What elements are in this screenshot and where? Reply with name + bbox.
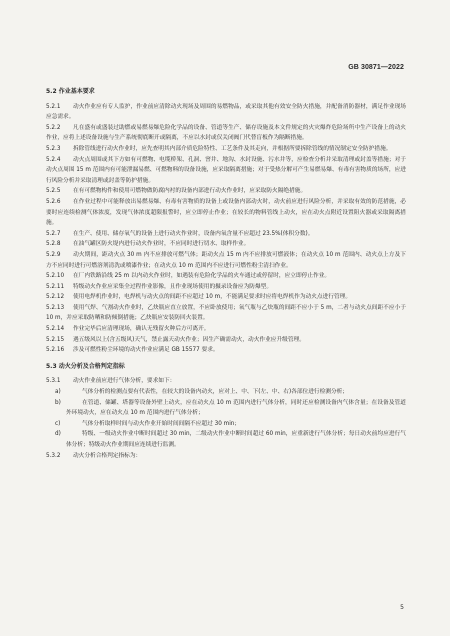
clause-number: 5.3.2 xyxy=(46,452,61,459)
clause xyxy=(46,303,406,324)
clause xyxy=(46,229,406,240)
clause-text: 动火期间，距动火点 30 m 内不应排放可燃气体；距动火点 15 m 内不应排放可燃液体；在动火点 10 m 范围内、动火点上方及下方不应同时进行可燃溶剂清洗或喷漆作业；在动火点 10 m 范围内不应进行可燃性粉尘清扫作业。 xyxy=(46,251,406,269)
clause-number: 5.2.6 xyxy=(46,198,61,205)
clause-number: 5.2.8 xyxy=(46,241,61,248)
clause-text: 作业完毕后应清理现场，确认无残留火种后方可离开。 xyxy=(73,326,210,333)
clause-number: 5.2.15 xyxy=(46,336,65,343)
clause-text: 遇五级风以上(含五级风)天气，禁止露天动火作业；因生产确需动火，动火作业应升级管理。 xyxy=(73,336,305,343)
clause-text: 在有可燃物构件和使用可燃物做防腐内衬的设备内部进行动火作业时，应采取防火隔绝措施。 xyxy=(73,188,307,195)
clause xyxy=(46,324,406,335)
clause-number: 5.3.1 xyxy=(46,378,61,385)
section-heading: 5.2 作业基本要求 xyxy=(46,88,95,95)
clause-number: 5.2.16 xyxy=(46,347,65,354)
clause-number: 5.2.3 xyxy=(46,145,61,152)
clause xyxy=(46,271,406,282)
clause-text: 气体分析取样时间与动火作业开始时间间隔不应超过 30 min； xyxy=(82,420,241,427)
section-heading: 5.3 动火分析及合格判定指标 xyxy=(46,362,125,370)
clause xyxy=(46,292,406,303)
clause-text: 气体分析的检测点要有代表性，在较大的设备内动火，应对上、中、下(左、中、右)各部位进行检测分析； xyxy=(82,389,349,396)
list-item xyxy=(46,387,406,398)
clause xyxy=(46,250,406,271)
clause-number: 5.2.9 xyxy=(46,251,61,258)
clause-text: 动火点周围或其下方如有可燃物、电缆桥架、孔洞、窨井、地沟、水封设施、污水井等，应检查分析并采取清理或封盖等措施；对于动火点周围 15 m 范围内有可能泄漏易燃、可燃物料的设备设施，应采取隔离措施；对于受热分解可产生易燃易爆、有毒有害物质的场所，应进行风险分析并采取清理或封盖等防护措施。 xyxy=(46,156,406,184)
clause xyxy=(46,155,406,187)
clause-text: 涉及可燃性粉尘环境的动火作业应满足 GB 15577 要求。 xyxy=(73,347,219,354)
clause xyxy=(46,197,406,229)
list-item xyxy=(46,419,406,430)
clause-text: 特级、一级动火作业中断时间超过 30 min，二级动火作业中断时间超过 60 min，应重新进行气体分析；每日动火前均应进行气体分析；特级动火作业期间应连续进行监测。 xyxy=(66,431,406,448)
clause-number: 5.2.7 xyxy=(46,230,61,237)
document-body xyxy=(46,86,406,461)
clause-number: 5.2.14 xyxy=(46,326,65,333)
standard-number: GB 30871—2022 xyxy=(348,64,404,71)
clause-number: 5.2.11 xyxy=(46,283,65,290)
clause xyxy=(46,345,406,356)
list-item xyxy=(46,429,406,450)
clause-text: 在作业过程中可能释放出易燃易爆、有毒有害物质的设备上或设备内部动火时，动火前应进行风险分析，并采取有效的防范措施，必要时应连续检测气体浓度，发现气体浓度超限报警时，应立即停止作业；在较长的物料管线上动火，应在动火点附近设置阻火器或采取隔离措施。 xyxy=(46,198,406,227)
clause-text: 在油气罐区防火堤内进行动火作业时，不应同时进行切水、取样作业。 xyxy=(73,241,250,248)
clause-number: 5.2.12 xyxy=(46,294,65,301)
clause xyxy=(46,239,406,250)
clause-number: 5.2.10 xyxy=(46,273,65,280)
clause-text: 使用电焊机作业时，电焊机与动火点的间距不应超过 10 m，不能满足要求时应将电焊机作为动火点进行管理。 xyxy=(73,294,352,301)
clause-text: 动火作业应有专人监护，作业前应清除动火现场及周围的易燃物品，或采取其他有效安全防火措施，并配备消防器材，满足作业现场应急需求。 xyxy=(46,103,406,121)
clause-number: 5.2.13 xyxy=(46,304,65,311)
clause xyxy=(46,102,406,123)
clause-number: 5.2.1 xyxy=(46,103,61,110)
clause-text: 特级动火作业应采集全过程作业影像，且作业现场使用的摄录设备应为防爆型。 xyxy=(73,283,273,290)
clause-text: 凡在盛有或盛装过助燃或易燃易爆危险化学品的设备、管道等生产、储存设施及本文件规定的火灾爆炸危险场所中生产设备上的动火作业，应将上述设备设施与生产系统彻底断开或隔离，不应以水封或仅关闭阀门代替盲板作为隔断措施。 xyxy=(46,124,406,142)
clause-number: 5.2.5 xyxy=(46,188,61,195)
clause xyxy=(46,123,406,144)
clause-number: 5.2.4 xyxy=(46,156,61,163)
clause xyxy=(46,451,406,462)
clause-number: d) xyxy=(55,431,61,438)
clause-text: 在厂内铁路沿线 25 m 以内动火作业时，如遇装有危险化学品的火车通过或停留时，应立即停止作业。 xyxy=(73,273,331,280)
clause-number: 5.2.2 xyxy=(46,124,61,131)
clause-text: 在管道、储罐、塔器等设备外壁上动火，应在动火点 10 m 范围内进行气体分析，同时还应检测设备内气体含量；在设备及管道外环境动火，应在动火点 10 m 范围内进行气体分析； xyxy=(66,399,406,417)
list-item xyxy=(46,398,406,419)
clause-text: 动火分析合格判定指标为： xyxy=(73,452,142,459)
clause xyxy=(46,282,406,293)
clause-text: 动火作业前应进行气体分析，要求如下： xyxy=(73,378,176,385)
clause-text: 使用气焊、气割动火作业时，乙炔瓶应直立放置，不应卧放使用；氧气瓶与乙炔瓶的间距不应小于 5 m，二者与动火点间距不应小于 10 m，并应采取防晒和防倾倒措施；乙炔瓶应安装防回火装置。 xyxy=(46,304,406,322)
clause xyxy=(46,144,406,155)
clause xyxy=(46,376,406,387)
clause-number: b) xyxy=(55,399,61,406)
clause-text: 拆除管线进行动火作业时，应先查明其内部介质危险特性、工艺条件及其走向，并根据所要拆除管线的情况制定安全防护措施。 xyxy=(73,145,392,152)
clause xyxy=(46,186,406,197)
clause-number: c) xyxy=(55,420,61,427)
clause-text: 在生产、使用、储存氧气的设备上进行动火作业时，设备内氧含量不应超过 23.5%(体积分数)。 xyxy=(73,230,314,237)
clause-number: a) xyxy=(55,389,61,396)
page-number: 5 xyxy=(400,604,404,611)
clause xyxy=(46,335,406,346)
